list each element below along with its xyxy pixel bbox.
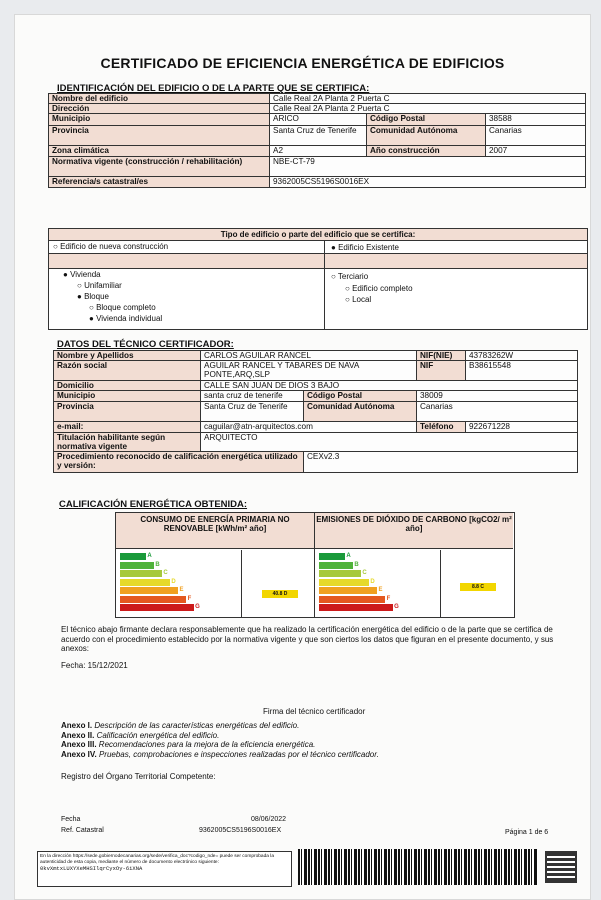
radio-nueva: ○ Edificio de nueva construcción (53, 242, 169, 251)
tipo-edificio-box (48, 228, 588, 330)
consumo-panel (116, 513, 315, 617)
tec-nif-label: NIF(NIE) (417, 351, 466, 361)
rating-bar-a (319, 553, 351, 560)
emisiones-panel (315, 513, 513, 617)
rating-bar-e (120, 587, 184, 594)
rating-bar-d (120, 578, 176, 586)
anexo-2: Anexo II. Calificación energética del edificio. (61, 730, 220, 740)
rating-letter-a: A (346, 553, 351, 559)
registro-text: Registro del Órgano Territorial Competente: (61, 772, 216, 781)
tec-razon-value: AGUILAR RANCEL Y TABARES DE NAVA PONTE,ARQ,SLP (201, 361, 417, 381)
tec-municipio-value: santa cruz de tenerife (201, 391, 304, 402)
rating-bar-a (120, 553, 152, 560)
firma-text: Firma del técnico certificador (263, 707, 366, 716)
anio-label: Año construcción (367, 146, 486, 157)
tec-tel-label: Teléfono (417, 422, 466, 433)
tecnico-table (53, 350, 578, 473)
rating-letter-f: F (187, 595, 192, 602)
rating-bar-c (120, 570, 168, 577)
rating-letter-c: C (362, 570, 367, 576)
rating-bar-d (319, 578, 375, 586)
normativa-value: NBE-CT-79 (270, 157, 586, 177)
cp-value: 38588 (486, 114, 586, 126)
consumo-title: CONSUMO DE ENERGÍA PRIMARIA NO RENOVABLE [kWh/m² año] (116, 513, 314, 549)
radio-local: ○ Local (345, 295, 372, 304)
municipio-value: ARICO (270, 114, 367, 126)
qr-code (545, 851, 577, 883)
tec-cp-label: Código Postal (304, 391, 417, 402)
radio-vivienda: ● Vivienda (63, 270, 101, 279)
rating-letter-e: E (179, 587, 184, 593)
tec-domicilio-label: Domicilio (54, 381, 201, 391)
tec-proc-label: Procedimiento reconocido de calificación energética utilizado y versión: (54, 452, 304, 473)
rating-bar-f (120, 595, 192, 603)
tec-cp-value: 38009 (417, 391, 578, 402)
pie-ref-value: 9362005CS5196S0016EX (199, 827, 282, 834)
tec-titulacion-label: Titulación habilitante según normativa vigente (54, 433, 201, 452)
radio-edificio-completo: ○ Edificio completo (345, 284, 413, 293)
tec-provincia-label: Provincia (54, 402, 201, 422)
consumo-scale (120, 553, 240, 613)
pie-fecha-label: Fecha (61, 816, 81, 823)
pie-ref-label: Ref. Catastral (61, 827, 104, 834)
ref-value: 9362005CS5196S0016EX (270, 177, 586, 188)
ident-table (48, 93, 586, 188)
fecha-text: Fecha: 15/12/2021 (61, 661, 128, 670)
direccion-value: Calle Real 2A Planta 2 Puerta C (270, 104, 586, 114)
barcode (298, 849, 538, 885)
tec-nif2-value: B38615548 (466, 361, 578, 381)
emisiones-title: EMISIONES DE DIÓXIDO DE CARBONO [kgCO2/ m² año] (315, 513, 513, 549)
pie-fecha-value: 08/06/2022 (251, 816, 287, 823)
tec-titulacion-value: ARQUITECTO (201, 433, 578, 452)
municipio-label: Municipio (49, 114, 270, 126)
rating-letter-f: F (386, 595, 391, 602)
emisiones-rating-marker: 8.8 C (460, 583, 496, 591)
certificate-page (14, 14, 591, 900)
tec-razon-label: Razón social (54, 361, 201, 381)
tecnico-heading: DATOS DEL TÉCNICO CERTIFICADOR: (57, 339, 234, 350)
provincia-value: Santa Cruz de Tenerife (270, 126, 367, 146)
rating-bar-g (120, 604, 200, 611)
rating-bar-e (319, 587, 383, 594)
tec-nif2-label: NIF (417, 361, 466, 381)
rating-letter-d: D (171, 578, 176, 585)
anexo-4: Anexo IV. Pruebas, comprobaciones e inspecciones realizadas por el técnico certificador. (61, 749, 379, 759)
verification-code: 0kvXmtxLUXYXeMHSIlqrCyxOy-6iXNA (40, 865, 143, 873)
tec-provincia-value: Santa Cruz de Tenerife (201, 402, 304, 422)
rating-bar-b (120, 561, 160, 569)
rating-letter-e: E (378, 587, 383, 593)
emisiones-scale (319, 553, 439, 613)
rating-bar-f (319, 595, 391, 603)
declaracion-text: El técnico abajo firmante declara responsablemente que ha realizado la certificación energética del edificio o de la parte que se certifica de acuerdo con el procedimiento establecido por la normativa vigente y que son ciertos los datos que figuran en el presente documento, y sus anexos: (61, 625, 554, 653)
rating-letter-g: G (195, 604, 200, 610)
rating-bar-b (319, 561, 359, 569)
rating-letter-d: D (370, 578, 375, 585)
tec-tel-value: 922671228 (466, 422, 578, 433)
tec-ca-value: Canarias (417, 402, 578, 422)
ident-heading: IDENTIFICACIÓN DEL EDIFICIO O DE LA PARTE QUE SE CERTIFICA: (57, 83, 370, 94)
zona-value: A2 (270, 146, 367, 157)
rating-bar-c (319, 570, 367, 577)
calificacion-heading: CALIFICACIÓN ENERGÉTICA OBTENIDA: (59, 499, 248, 510)
cp-label: Código Postal (367, 114, 486, 126)
tec-municipio-label: Municipio (54, 391, 201, 402)
nombre-value: Calle Real 2A Planta 2 Puerta C (270, 94, 586, 104)
verification-box (37, 851, 292, 887)
calificacion-box (115, 512, 515, 618)
ca-label: Comunidad Autónoma (367, 126, 486, 146)
zona-label: Zona climática (49, 146, 270, 157)
anexos-list (61, 721, 561, 759)
nombre-label: Nombre del edificio (49, 94, 270, 104)
radio-bloque: ● Bloque (77, 292, 109, 301)
tipo-heading: Tipo de edificio o parte del edificio que se certifica: (49, 229, 587, 241)
pagina-text: Página 1 de 6 (505, 829, 549, 836)
radio-unifamiliar: ○ Unifamiliar (77, 281, 122, 290)
anexo-3: Anexo III. Recomendaciones para la mejora de la eficiencia energética. (61, 740, 316, 749)
normativa-label: Normativa vigente (construcción / rehabilitación) (49, 157, 270, 177)
radio-existente: ● Edificio Existente (331, 243, 399, 252)
rating-letter-b: B (354, 561, 359, 568)
tec-ca-label: Comunidad Autónoma (304, 402, 417, 422)
provincia-label: Provincia (49, 126, 270, 146)
page-title: CERTIFICADO DE EFICIENCIA ENERGÉTICA DE EDIFICIOS (100, 55, 505, 71)
verification-text: En la dirección https://sede.gobiernodecanarias.org/sede/verifica_doc?codigo_nde= puede ser comprobada la autenticidad de esta copia, mediante el número de documento electrónico siguiente: (40, 854, 275, 865)
radio-vivienda-individual: ● Vivienda individual (89, 314, 163, 323)
tec-domicilio-value: CALLE SAN JUAN DE DIOS 3 BAJO (201, 381, 578, 391)
rating-bar-g (319, 604, 399, 611)
rating-letter-b: B (155, 561, 160, 568)
tec-email-label: e-mail: (54, 422, 201, 433)
ca-value: Canarias (486, 126, 586, 146)
direccion-label: Dirección (49, 104, 270, 114)
rating-letter-g: G (394, 604, 399, 610)
tec-nif-value: 43783262W (466, 351, 578, 361)
radio-terciario: ○ Terciario (331, 272, 369, 281)
anexo-1: Anexo I. Descripción de las características energéticas del edificio. (61, 721, 300, 730)
ref-label: Referencia/s catastral/es (49, 177, 270, 188)
anio-value: 2007 (486, 146, 586, 157)
tec-proc-value: CEXv2.3 (304, 452, 578, 473)
tec-nombre-label: Nombre y Apellidos (54, 351, 201, 361)
consumo-rating-marker: 40.8 D (262, 590, 298, 598)
rating-letter-c: C (163, 570, 168, 576)
rating-letter-a: A (147, 553, 152, 559)
radio-bloque-completo: ○ Bloque completo (89, 303, 156, 312)
tec-email-value: caguilar@atn-arquitectos.com (201, 422, 417, 433)
tec-nombre-value: CARLOS AGUILAR RANCEL (201, 351, 417, 361)
